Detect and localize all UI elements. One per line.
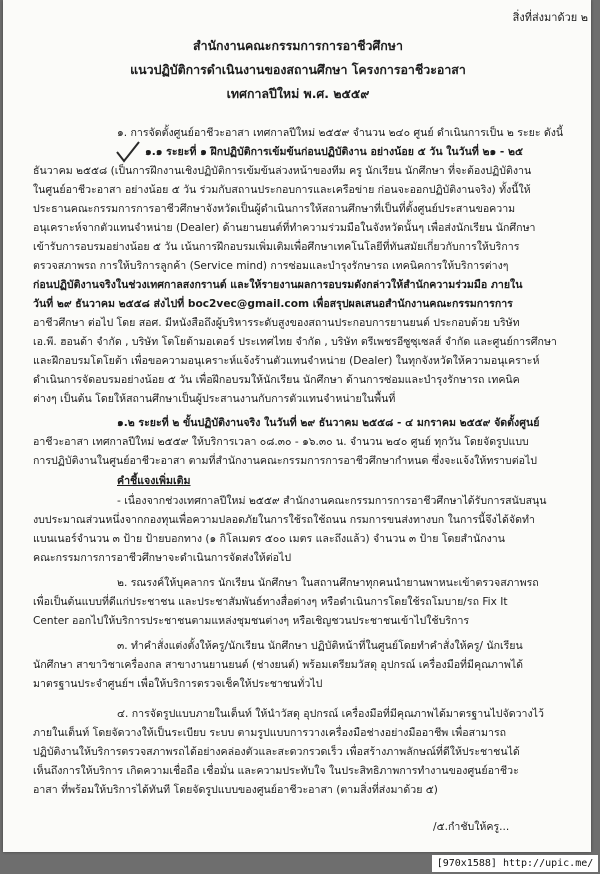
paragraph-line: และฝึกอบรมโตโยต้า เพื่อขอความอนุเคราะห์แจ้งร้านตัวแทนจำหน่าย (Dealer) ในทุกจังหวัดให้ความอนุเคราะห์ — [33, 355, 540, 367]
paragraph-line: ๔. การจัดรูปแบบภายในเต็นท์ ให้นำวัสดุ อุปกรณ์ เครื่องมือที่มีคุณภาพได้มาตรฐานไปจัดวางไว้ — [117, 708, 544, 720]
continued-marker: /๕.กำชับให้ครู... — [433, 821, 510, 833]
paragraph-line: คณะกรรมการการอาชีวศึกษาจะดำเนินการจัดส่งให้ต่อไป — [33, 552, 292, 564]
paragraph-line: ดำเนินการจัดอบรมอย่างน้อย ๕ วัน เพื่อฝึกอบรมให้นักเรียน นักศึกษา ด้านการซ่อมและบำรุงรักษารถ เทคนิค — [33, 374, 520, 386]
section-heading-phase1: ๑.๑ ระยะที่ ๑ ฝึกปฏิบัติการเข้มข้นก่อนปฏิบัติงาน อย่างน้อย ๕ วัน ในวันที่ ๒๑ - ๒๕ — [145, 146, 524, 158]
paragraph-line: อาชีวะอาสา เทศกาลปีใหม่ ๒๕๕๙ ให้บริการเวลา ๐๘.๓๐ - ๑๖.๓๐ น. จำนวน ๒๔๐ ศูนย์ ทุกวัน โดยจัดรูปแบบ — [33, 436, 529, 448]
paragraph-line: ๒. รณรงค์ให้บุคลากร นักเรียน นักศึกษา ในสถานศึกษาทุกคนนำยานพาหนะเข้าตรวจสภาพรถ — [117, 577, 539, 589]
paragraph-line: ๓. ทำคำสั่งแต่งตั้งให้ครู/นักเรียน นักศึกษา ปฏิบัติหน้าที่ในศูนย์โดยทำคำสั่งให้ครู/ นักเรียน — [117, 640, 523, 652]
document-page — [3, 0, 591, 852]
additional-notes-heading: คำชี้แจงเพิ่มเติม — [117, 475, 191, 487]
paragraph-line: ประธานคณะกรรมการการอาชีวศึกษาจังหวัดเป็นผู้ดำเนินการให้สถานศึกษาที่เป็นที่ตั้งศูนย์ประสานขอความ — [33, 203, 516, 215]
paragraph-line: เห็นถึงการให้บริการ เกิดความเชื่อถือ เชื่อมั่น และความประทับใจ ในประสิทธิภาพการทำงานของศูนย์อาชีวะ — [33, 765, 519, 777]
checkmark-icon — [115, 140, 141, 164]
document-title-subject: แนวปฏิบัติการดำเนินงานของสถานศึกษา โครงการอาชีวะอาสา — [130, 62, 466, 77]
paragraph-line: ภายในเต็นท์ โดยจัดวางให้เป็นระเบียบ ระบบ ตามรูปแบบการวางเครื่องมือช่างอย่างมืออาชีพ เพื่อสามารถ — [33, 727, 507, 739]
paragraph-line: ธันวาคม ๒๕๕๘ (เป็นการฝึกงานเชิงปฏิบัติการเข้มข้นล่วงหน้าของทีม ครู นักเรียน นักศึกษา ที่จะต้องปฏิบัติงาน — [33, 165, 532, 177]
paragraph-line: ต่างๆ เป็นต้น โดยให้สถานศึกษาเป็นผู้ประสานงานกับการตัวแทนจำหน่ายในพื้นที่ — [33, 393, 396, 405]
paragraph-line: งบประมาณส่วนหนึ่งจากกองทุนเพื่อความปลอดภัยในการใช้รถใช้ถนน กรมการขนส่งทางบก ในการนี้จึงได้จัดทำ — [33, 514, 535, 526]
watermark-text: [970x1588] http://upic.me/ — [432, 855, 598, 872]
document-title-season: เทศกาลปีใหม่ พ.ศ. ๒๕๕๙ — [226, 86, 370, 101]
attachment-label: สิ่งที่ส่งมาด้วย ๒ — [512, 11, 588, 24]
paragraph-line: เอ.พี. ฮอนด้า จำกัด , บริษัท โตโยต้ามอเตอร์ ประเทศไทย จำกัด , บริษัท ตรีเพชรอีซูซุเซลส์ จำกัด และศูนย์การศึกษา — [33, 336, 557, 348]
paragraph-line: ในศูนย์อาชีวะอาสา อย่างน้อย ๕ วัน ร่วมกับสถานประกอบการและเครือข่าย ก่อนจะออกปฏิบัติงานจริง) ทั้งนี้ให้ — [33, 184, 531, 196]
paragraph-line: อนุเคราะห์จากตัวแทนจำหน่าย (Dealer) ด้านยานยนต์ที่ทำความร่วมมือในจังหวัดนั้นๆ เพื่อส่งนักเรียน นักศึกษา — [33, 222, 536, 234]
paragraph-line: อาชีวศึกษา ต่อไป โดย สอศ. มีหนังสือถึงผู้บริหารระดับสูงของสถานประกอบการยานยนต์ ประกอบด้วย บริษัท — [33, 317, 520, 329]
document-title-agency: สำนักงานคณะกรรมการการอาชีวศึกษา — [193, 38, 403, 53]
paragraph-line: Center ออกไปให้บริการประชาชนตามแหล่งชุมชนต่างๆ หรือเชิญชวนประชาชนเข้าไปใช้บริการ — [33, 615, 470, 627]
section-heading-phase2: ๑.๒ ระยะที่ ๒ ขั้นปฏิบัติงานจริง ในวันที่ ๒๙ ธันวาคม ๒๕๕๘ - ๔ มกราคม ๒๕๕๙ จัดตั้งศูนย์ — [117, 417, 540, 429]
paragraph-line: การปฏิบัติงานในศูนย์อาชีวะอาสา ตามที่สำนักงานคณะกรรมการการอาชีวศึกษากำหนด ซึ่งจะแจ้งให้ทราบต่อไป — [33, 455, 538, 467]
paragraph-line: แบนเนอร์จำนวน ๓ ป้าย ป้ายบอกทาง (๑ กิโลเมตร ๕๐๐ เมตร และถึงแล้ว) จำนวน ๓ ป้าย โดยสำนักงาน — [33, 533, 505, 545]
paragraph-line-email: วันที่ ๒๙ ธันวาคม ๒๕๕๘ ส่งไปที่ boc2vec@gmail.com เพื่อสรุปผลเสนอสำนักงานคณะกรรมการการ — [33, 298, 513, 310]
paragraph-line: ปฏิบัติงานให้บริการตรวจสภาพรถได้อย่างคล่องตัวและสะดวกรวดเร็ว เพื่อสร้างภาพลักษณ์ที่ดีให้ประชาชนได้ — [33, 746, 520, 758]
paragraph-line: ตรวจสภาพรถ การให้บริการลูกค้า (Service mind) การซ่อมและบำรุงรักษารถ เทคนิคการให้บริการต่างๆ — [33, 260, 509, 272]
paragraph-line: มาตรฐานประจำศูนย์ฯ เพื่อให้บริการตรวจเช็คให้ประชาชนทั่วไป — [33, 678, 323, 690]
paragraph-line: อาสา ที่พร้อมให้บริการได้ทันที โดยจัดรูปแบบของศูนย์อาชีวะอาสา (ตามสิ่งที่ส่งมาด้วย ๕) — [33, 784, 438, 796]
paragraph-line: เพื่อเป็นต้นแบบที่ดีแก่ประชาชน และประชาสัมพันธ์ทางสื่อต่างๆ หรือดำเนินการโดยใช้รถโมบาย/รถ Fix It — [33, 596, 508, 608]
paragraph-line: ก่อนปฏิบัติงานจริงในช่วงเทศกาลสงกรานต์ และให้รายงานผลการอบรมดังกล่าวให้สำนักความร่วมมือ ภายใน — [33, 279, 523, 291]
paragraph-line: เข้ารับการอบรมอย่างน้อย ๕ วัน เน้นการฝึกอบรมเพิ่มเติมเพื่อศึกษาเทคโนโลยีที่ทันสมัยเกี่ยวกับการให้บริการ — [33, 241, 520, 253]
paragraph-line: ๑. การจัดตั้งศูนย์อาชีวะอาสา เทศกาลปีใหม่ ๒๕๕๙ จำนวน ๒๔๐ ศูนย์ ดำเนินการเป็น ๒ ระยะ ดังนี้ — [117, 127, 563, 139]
paragraph-line: นักศึกษา สาขาวิชาเครื่องกล สาขางานยานยนต์ (ช่างยนต์) พร้อมเตรียมวัสดุ อุปกรณ์ เครื่องมือที่มีคุณภาพได้ — [33, 659, 524, 671]
paragraph-line: - เนื่องจากช่วงเทศกาลปีใหม่ ๒๕๕๙ สำนักงานคณะกรรมการการอาชีวศึกษาได้รับการสนับสนุน — [117, 495, 547, 507]
